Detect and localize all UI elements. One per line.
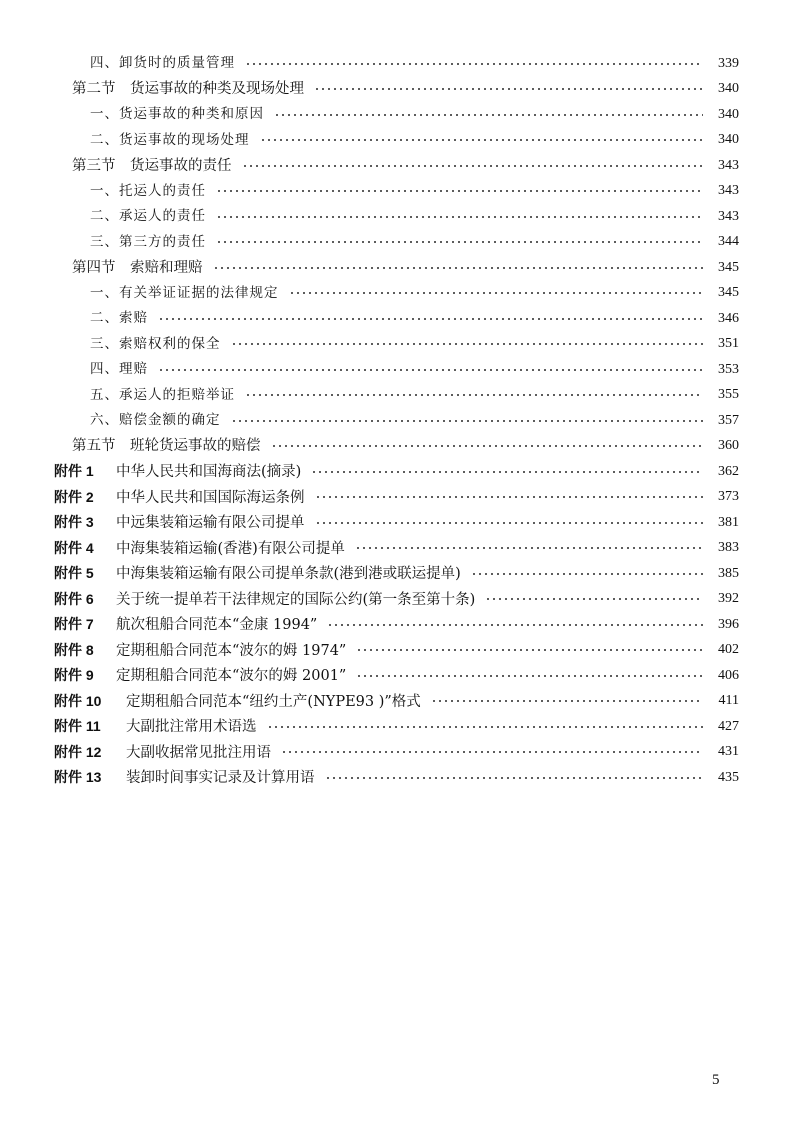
dot-leader (216, 239, 703, 245)
entry-title: 一、托运人的责任 (90, 182, 206, 199)
appendix-entry (0, 740, 790, 766)
appendix-title: 大副批注常用术语选 (126, 719, 257, 735)
appendix-title: 中海集装箱运输有限公司提单条款(港到港或联运提单) (116, 566, 461, 582)
entry-title: 三、第三方的责任 (90, 233, 206, 250)
entry-page-number: 411 (718, 693, 739, 709)
entry-page-number: 385 (718, 565, 739, 581)
appendix-entry (0, 612, 790, 638)
entry-title (54, 541, 345, 557)
entry-title (54, 745, 271, 761)
appendix-label: 附件 9 (54, 667, 94, 683)
appendix-label: 附件 10 (54, 692, 102, 709)
entry-page-number: 355 (718, 387, 739, 403)
subsection-entry (0, 102, 790, 128)
entry-title: 一、有关举证证据的法律规定 (90, 284, 279, 301)
entry-page-number: 345 (718, 285, 739, 301)
entry-page-number: 343 (718, 183, 739, 199)
dot-leader (274, 112, 703, 118)
entry-title: 四、理赔 (90, 361, 148, 377)
section-entry (0, 153, 790, 179)
dot-leader (231, 418, 704, 424)
entry-page-number: 351 (718, 336, 739, 352)
section-entry (0, 255, 790, 281)
appendix-title: 中华人民共和国海商法(摘录) (116, 464, 302, 480)
appendix-title: 航次租船合同范本“金康 1994” (116, 617, 318, 633)
entry-title (54, 592, 475, 608)
appendix-title: 大副收据常见批注用语 (126, 744, 271, 761)
subsection-entry (0, 128, 790, 154)
page-number: 5 (712, 1072, 720, 1088)
dot-leader (356, 647, 703, 653)
entry-page-number: 362 (718, 463, 739, 479)
appendix-entry (0, 638, 790, 664)
dot-leader (355, 545, 703, 551)
entry-title (54, 643, 346, 659)
appendix-entry (0, 561, 790, 587)
entry-page-number: 340 (718, 81, 739, 97)
entry-title: 六、赔偿金额的确定 (90, 412, 221, 428)
dot-leader (242, 163, 704, 169)
entry-page-number: 343 (718, 157, 739, 173)
appendix-entry (0, 510, 790, 536)
appendix-entry (0, 485, 790, 511)
appendix-label: 附件 11 (54, 718, 101, 734)
entry-title: 第三节 货运事故的责任 (72, 157, 232, 174)
appendix-entry (0, 587, 790, 613)
subsection-entry (0, 281, 790, 307)
entry-title: 二、承运人的责任 (90, 208, 206, 224)
dot-leader (267, 724, 704, 730)
entry-title: 四、卸货时的质量管理 (90, 55, 235, 71)
entry-page-number: 339 (718, 55, 739, 71)
appendix-label: 附件 7 (54, 616, 94, 632)
subsection-entry (0, 408, 790, 434)
entry-title (54, 668, 346, 684)
entry-page-number: 427 (718, 718, 739, 734)
entry-page-number: 381 (718, 514, 739, 530)
subsection-entry (0, 204, 790, 230)
entry-page-number: 392 (718, 591, 739, 607)
entry-page-number: 406 (718, 667, 739, 683)
appendix-title: 定期租船合同范本“波尔的姆 2001” (116, 668, 347, 684)
entry-title (54, 719, 257, 735)
entry-title (54, 694, 421, 710)
entry-page-number: 340 (718, 132, 739, 148)
dot-leader (356, 673, 703, 679)
dot-leader (231, 341, 704, 347)
entry-title (54, 770, 315, 786)
entry-page-number: 383 (718, 540, 739, 556)
subsection-entry (0, 51, 790, 77)
entry-title (54, 490, 305, 506)
dot-leader (158, 316, 703, 322)
table-of-contents (0, 51, 790, 791)
dot-leader (289, 290, 704, 296)
entry-page-number: 357 (718, 412, 739, 428)
appendix-title: 定期租船合同范本“波尔的姆 1974” (116, 642, 347, 659)
appendix-entry (0, 765, 790, 791)
entry-page-number: 345 (718, 259, 739, 275)
appendix-title: 中华人民共和国国际海运条例 (116, 489, 305, 506)
entry-title: 三、索赔权利的保全 (90, 335, 221, 352)
dot-leader (158, 367, 703, 373)
appendix-label: 附件 2 (54, 488, 94, 505)
subsection-entry (0, 383, 790, 409)
entry-page-number: 344 (718, 234, 739, 250)
dot-leader (245, 61, 703, 67)
entry-title: 第五节 班轮货运事故的赔偿 (72, 438, 261, 454)
appendix-label: 附件 12 (54, 743, 102, 760)
appendix-title: 定期租船合同范本“纽约土产(NYPE93 )”格式 (126, 693, 421, 710)
entry-page-number: 360 (718, 438, 739, 454)
appendix-label: 附件 5 (54, 565, 94, 581)
dot-leader (431, 698, 703, 704)
appendix-label: 附件 8 (54, 641, 94, 658)
entry-page-number: 431 (718, 744, 739, 760)
subsection-entry (0, 230, 790, 256)
appendix-label: 附件 3 (54, 514, 94, 530)
dot-leader (314, 86, 703, 92)
dot-leader (213, 265, 704, 271)
appendix-title: 关于统一提单若干法律规定的国际公约(第一条至第十条) (116, 591, 476, 608)
dot-leader (216, 214, 703, 220)
entry-title (54, 515, 305, 531)
dot-leader (271, 443, 704, 449)
entry-page-number: 435 (718, 769, 739, 785)
entry-page-number: 396 (718, 616, 739, 632)
appendix-entry (0, 459, 790, 485)
entry-page-number: 402 (718, 642, 739, 658)
subsection-entry (0, 306, 790, 332)
dot-leader (325, 775, 704, 781)
dot-leader (327, 622, 703, 628)
appendix-title: 中海集装箱运输(香港)有限公司提单 (116, 540, 345, 557)
dot-leader (315, 520, 704, 526)
appendix-entry (0, 689, 790, 715)
entry-page-number: 346 (718, 310, 739, 326)
dot-leader (485, 596, 703, 602)
appendix-label: 附件 13 (54, 769, 102, 785)
entry-title: 第四节 索赔和理赔 (72, 259, 203, 276)
entry-page-number: 353 (718, 361, 739, 377)
entry-title (54, 566, 461, 582)
entry-title: 二、索赔 (90, 310, 148, 326)
appendix-entry (0, 663, 790, 689)
entry-title: 第二节 货运事故的种类及现场处理 (72, 81, 304, 97)
subsection-entry (0, 332, 790, 358)
subsection-entry (0, 179, 790, 205)
entry-page-number: 340 (718, 106, 739, 122)
dot-leader (281, 749, 703, 755)
appendix-entry (0, 536, 790, 562)
appendix-label: 附件 6 (54, 590, 94, 607)
entry-page-number: 343 (718, 208, 739, 224)
entry-title (54, 464, 301, 480)
appendix-entry (0, 714, 790, 740)
appendix-label: 附件 1 (54, 463, 94, 479)
dot-leader (216, 188, 703, 194)
appendix-title: 中远集装箱运输有限公司提单 (116, 515, 305, 531)
entry-title: 二、货运事故的现场处理 (90, 131, 250, 148)
dot-leader (315, 494, 704, 500)
section-entry (0, 77, 790, 103)
dot-leader (260, 137, 704, 143)
dot-leader (245, 392, 703, 398)
dot-leader (471, 571, 703, 577)
appendix-label: 附件 4 (54, 539, 94, 556)
entry-title: 一、货运事故的种类和原因 (90, 106, 264, 122)
entry-title: 五、承运人的拒赔举证 (90, 386, 235, 403)
entry-page-number: 373 (718, 489, 739, 505)
subsection-entry (0, 357, 790, 383)
dot-leader (311, 469, 703, 475)
entry-title (54, 617, 317, 633)
section-entry (0, 434, 790, 460)
appendix-title: 装卸时间事实记录及计算用语 (126, 770, 315, 786)
